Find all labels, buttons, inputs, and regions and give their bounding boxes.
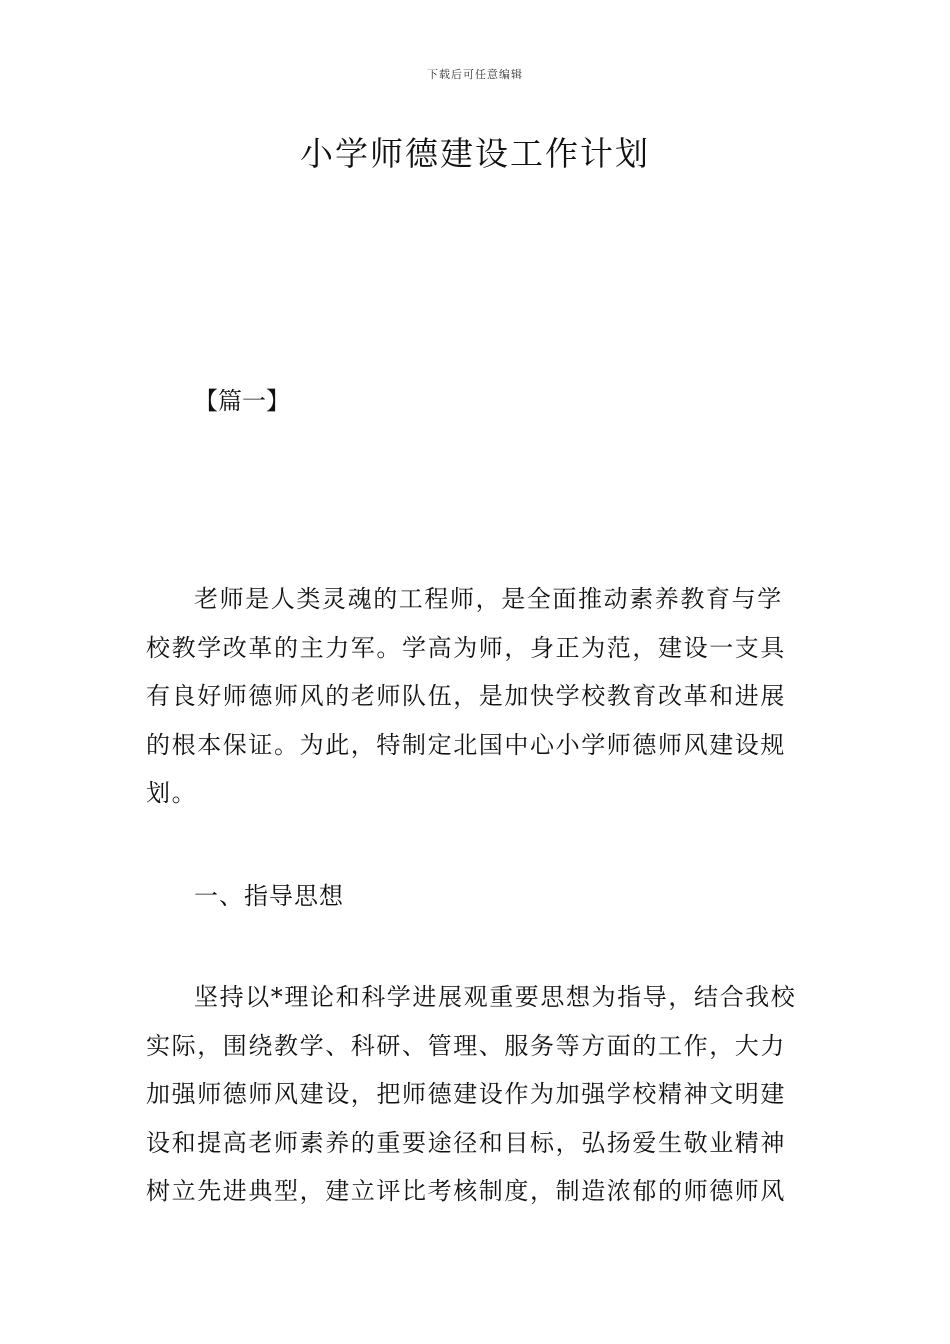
paragraph-line: 老师是人类灵魂的工程师，是全面推动素养教育与学	[194, 585, 783, 613]
paragraph-line: 树立先进典型，建立评比考核制度，制造浓郁的师德师风	[146, 1177, 786, 1205]
paragraph-line: 设和提高老师素养的重要途径和目标，弘扬爱生敬业精神	[146, 1128, 786, 1157]
paragraph-line: 校教学改革的主力军。学高为师，身正为范，建设一支具	[146, 633, 786, 662]
header-note: 下载后可任意编辑	[427, 68, 523, 81]
paragraph-line: 坚持以*理论和科学进展观重要思想为指导，结合我校	[194, 983, 797, 1011]
paragraph-line: 加强师德师风建设，把师德建设作为加强学校精神文明建	[146, 1080, 786, 1108]
paragraph-line: 划。	[146, 779, 198, 807]
document-title: 小学师德建设工作计划	[300, 134, 650, 173]
paragraph-line: 的根本保证。为此，特制定北国中心小学师德师风建设规	[146, 730, 786, 759]
paragraph-guiding-ideology	[146, 973, 810, 1216]
paragraph-line: 实际，围绕教学、科研、管理、服务等方面的工作，大力	[146, 1031, 786, 1060]
paragraph-line: 有良好师德师风的老师队伍，是加快学校教育改革和进展	[146, 682, 786, 710]
section-label: 【篇一】	[194, 387, 290, 415]
section-heading-guiding-ideology: 一、指导思想	[194, 882, 344, 910]
paragraph-intro	[146, 575, 810, 818]
